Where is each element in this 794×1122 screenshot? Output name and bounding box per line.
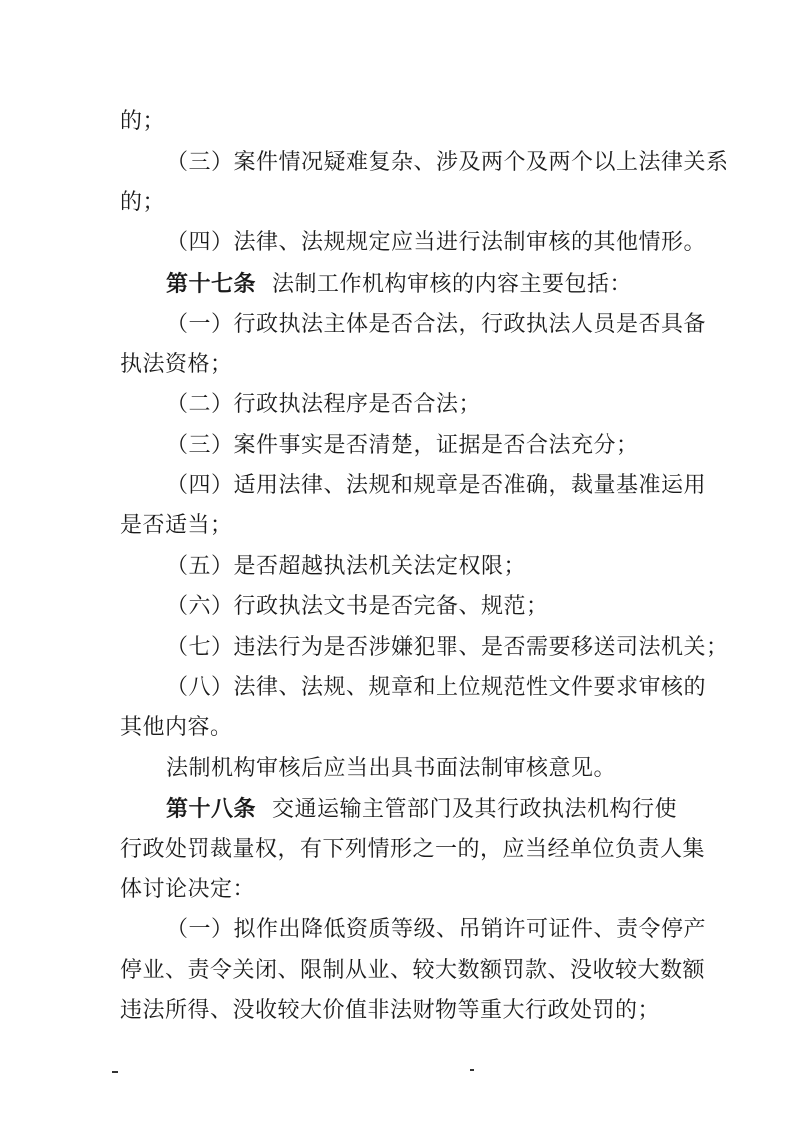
text-line: （四）适用法律、法规和规章是否准确，裁量基准运用: [166, 473, 707, 498]
scan-mark: [112, 1071, 118, 1073]
text-line: （三）案件情况疑难复杂、涉及两个及两个以上法律关系: [166, 150, 729, 175]
article-17-paragraph: [166, 270, 632, 299]
text-line: 是否适当；: [120, 513, 233, 538]
text-line: （六）行政执法文书是否完备、规范；: [166, 594, 549, 619]
text-line: 停业、责令关闭、限制从业、较大数额罚款、没收较大数额: [120, 958, 706, 983]
text-line: （四）法律、法规规定应当进行法制审核的其他情形。: [166, 230, 707, 255]
text-line: 行政处罚裁量权，有下列情形之一的，应当经单位负责人集: [120, 837, 706, 862]
text-line: 违法所得、没收较大价值非法财物等重大行政处罚的；: [120, 998, 661, 1023]
text-line: （一）行政执法主体是否合法，行政执法人员是否具备: [166, 312, 707, 337]
text-line: （二）行政执法程序是否合法；: [166, 392, 482, 417]
text-line: （八）法律、法规、规章和上位规范性文件要求审核的: [166, 675, 707, 700]
text-line: 体讨论决定：: [120, 877, 256, 902]
text-line: 执法资格；: [120, 352, 233, 377]
text-line: 交通运输主管部门及其行政执法机构行使: [272, 797, 678, 822]
text-line: （七）违法行为是否涉嫌犯罪、是否需要移送司法机关；: [166, 635, 729, 660]
text-line: （三）案件事实是否清楚，证据是否合法充分；: [166, 433, 639, 458]
text-line: 的；: [120, 190, 166, 215]
text-line: 的；: [120, 109, 166, 134]
text-line: （五）是否超越执法机关法定权限；: [166, 554, 527, 579]
text-line: 法制机构审核后应当出具书面法制审核意见。: [166, 756, 617, 781]
article-18-paragraph: [166, 795, 677, 824]
article-17-heading: 第十七条: [166, 271, 257, 297]
article-18-heading: 第十八条: [166, 796, 257, 822]
scan-mark: [470, 1069, 474, 1071]
text-line: 其他内容。: [120, 715, 233, 740]
text-line: 法制工作机构审核的内容主要包括：: [272, 272, 633, 297]
text-line: （一）拟作出降低资质等级、吊销许可证件、责令停产: [166, 917, 707, 942]
